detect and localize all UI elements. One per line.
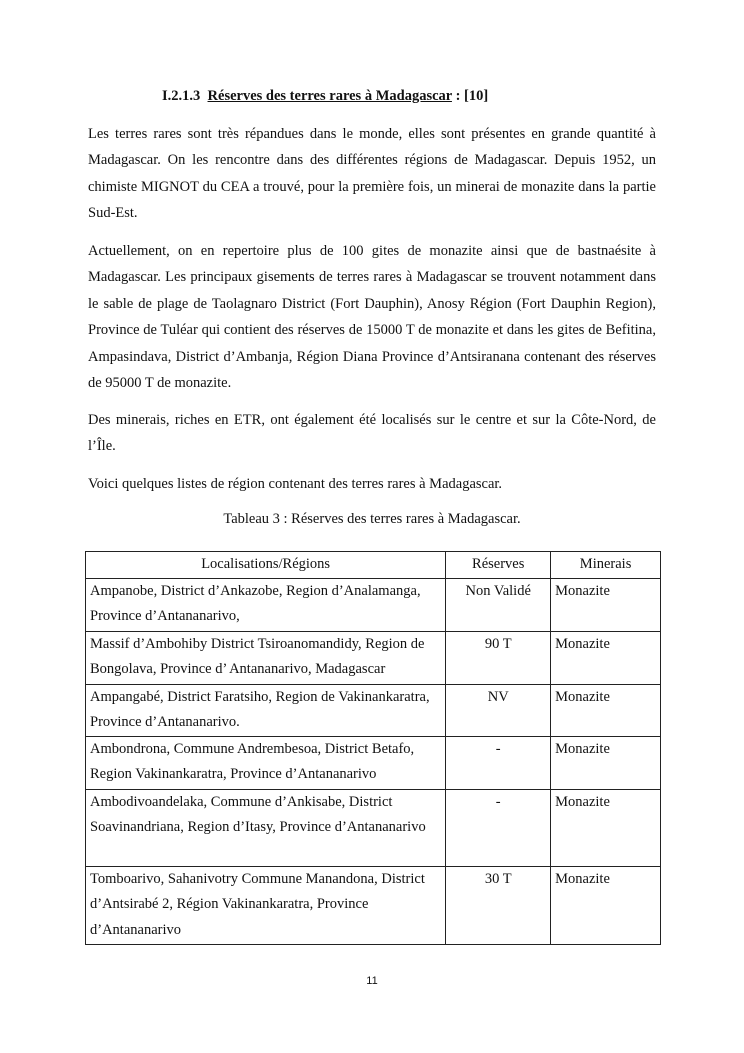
cell-reserves: - <box>446 736 551 789</box>
cell-reserves: NV <box>446 684 551 736</box>
section-heading <box>162 88 488 105</box>
cell-mineral: Monazite <box>551 631 661 684</box>
header-minerais: Minerais <box>551 552 661 579</box>
cell-location: Ambondrona, Commune Andrembesoa, District Betafo, Region Vakinankaratra, Province d’Antananarivo <box>86 736 446 789</box>
table-caption: Tableau 3 : Réserves des terres rares à Madagascar. <box>223 511 521 527</box>
cell-location: Tomboarivo, Sahanivotry Commune Manandona, District d’Antsirabé 2, Région Vakinankaratra, Province d’Antananarivo <box>86 866 446 944</box>
cell-mineral: Monazite <box>551 736 661 789</box>
cell-reserves: 90 T <box>446 631 551 684</box>
section-title: Réserves des terres rares à Madagascar <box>207 88 452 104</box>
cell-mineral: Monazite <box>551 578 661 631</box>
table-row <box>86 631 661 684</box>
table-row <box>86 736 661 789</box>
table-row <box>86 866 661 944</box>
cell-location: Ambodivoandelaka, Commune d’Ankisabe, District Soavinandriana, Region d’Itasy, Province d’Antananarivo <box>86 789 446 866</box>
header-reserves: Réserves <box>446 552 551 579</box>
header-localisations: Localisations/Régions <box>86 552 446 579</box>
cell-reserves: - <box>446 789 551 866</box>
cell-reserves: Non Validé <box>446 578 551 631</box>
section-reference: : [10] <box>451 88 489 104</box>
paragraph-1: Les terres rares sont très répandues dans le monde, elles sont présentes en grande quantité à Madagascar. On les rencontre dans des différentes régions de Madagascar. Depuis 1952, un chimiste MIGNOT du CEA a trouvé, pour la première fois, un minerai de monazite dans la partie Sud-Est. <box>88 126 656 222</box>
cell-location: Ampanobe, District d’Ankazobe, Region d’Analamanga, Province d’Antananarivo, <box>86 578 446 631</box>
page-number: 11 <box>366 975 378 987</box>
cell-location: Ampangabé, District Faratsiho, Region de Vakinankaratra, Province d’Antananarivo. <box>86 684 446 736</box>
section-number: I.2.1.3 <box>162 88 201 104</box>
table-row <box>86 578 661 631</box>
paragraph-3: Des minerais, riches en ETR, ont également été localisés sur le centre et sur la Côte-Nord, de l’Île. <box>88 412 656 455</box>
table-header-row <box>86 552 661 579</box>
cell-mineral: Monazite <box>551 789 661 866</box>
cell-mineral: Monazite <box>551 866 661 944</box>
cell-location: Massif d’Ambohiby District Tsiroanomandidy, Region de Bongolava, Province d’ Antananarivo, Madagascar <box>86 631 446 684</box>
paragraph-2: Actuellement, on en repertoire plus de 100 gites de monazite ainsi que de bastnaésite à Madagascar. Les principaux gisements de terres rares à Madagascar se trouvent notamment dans le sable de plage de Taolagnaro District (Fort Dauphin), Anosy Région (Fort Dauphin Region), Province de Tuléar qui contient des réserves de 15000 T de monazite et dans les gites de Befitina, Ampasindava, District d’Ambanja, Région Diana Province d’Antsiranana contenant des réserves de 95000 T de monazite. <box>88 243 656 392</box>
paragraph-4: Voici quelques listes de région contenant des terres rares à Madagascar. <box>88 476 503 492</box>
table-row <box>86 684 661 736</box>
cell-reserves: 30 T <box>446 866 551 944</box>
reserves-table <box>85 551 661 945</box>
cell-mineral: Monazite <box>551 684 661 736</box>
table-row <box>86 789 661 866</box>
